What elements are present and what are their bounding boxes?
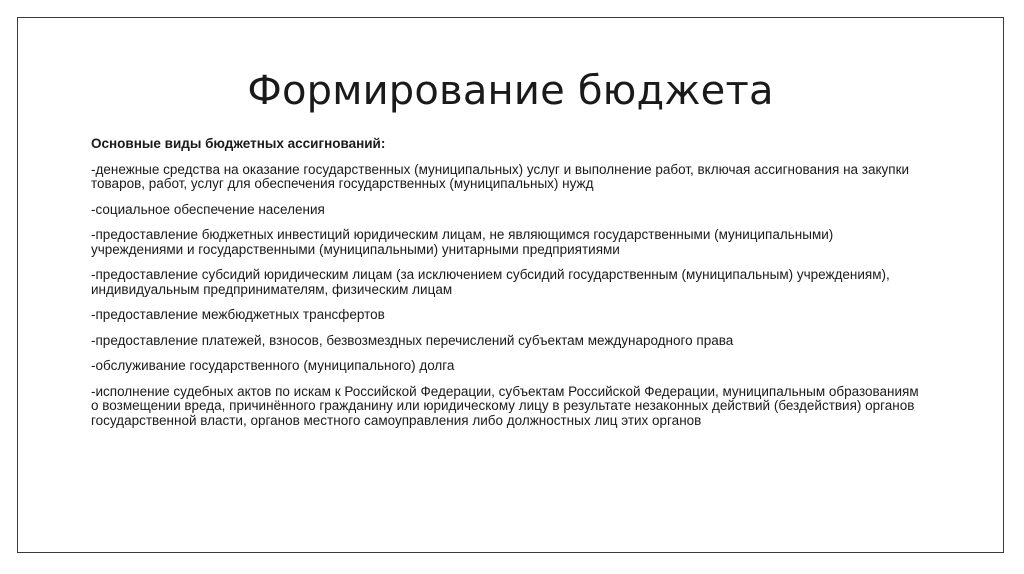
list-item: -денежные средства на оказание государственных (муниципальных) услуг и выполнение работ, включая ассигнования на закупки товаров, работ, услуг для обеспечения государственных (муниципальных) нужд (91, 161, 910, 191)
slide-frame (17, 17, 1004, 553)
list-item: -предоставление субсидий юридическим лицам (за исключением субсидий государственным (муниципальным) учреждениям), индивидуальным предпринимателям, физическим лицам (91, 267, 890, 297)
list-item: -предоставление бюджетных инвестиций юридическим лицам, не являющимся государственными (муниципальными) учреждениями и государственными (муниципальными) унитарными предприятиями (91, 227, 834, 257)
list-item: -социальное обеспечение населения (91, 201, 325, 217)
list-item: -исполнение судебных актов по искам к Российской Федерации, субъектам Российской Федерации, муниципальным образованиям о возмещении вреда, причинённого гражданину или юридическому лицу в результате незаконных действий (бездействия) органов государственной власти, органов местного самоуправления либо должностных лиц этих органов (91, 383, 919, 428)
list-item: -обслуживание государственного (муниципального) долга (91, 358, 455, 373)
slide-title: Формирование бюджета (247, 68, 774, 114)
slide-body (91, 137, 921, 439)
list-item: -предоставление межбюджетных трансфертов (91, 307, 385, 322)
list-item: -предоставление платежей, взносов, безвозмездных перечислений субъектам международного права (91, 332, 734, 348)
body-heading: Основные виды бюджетных ассигнований: (91, 136, 386, 151)
appropriation-list (91, 163, 921, 429)
